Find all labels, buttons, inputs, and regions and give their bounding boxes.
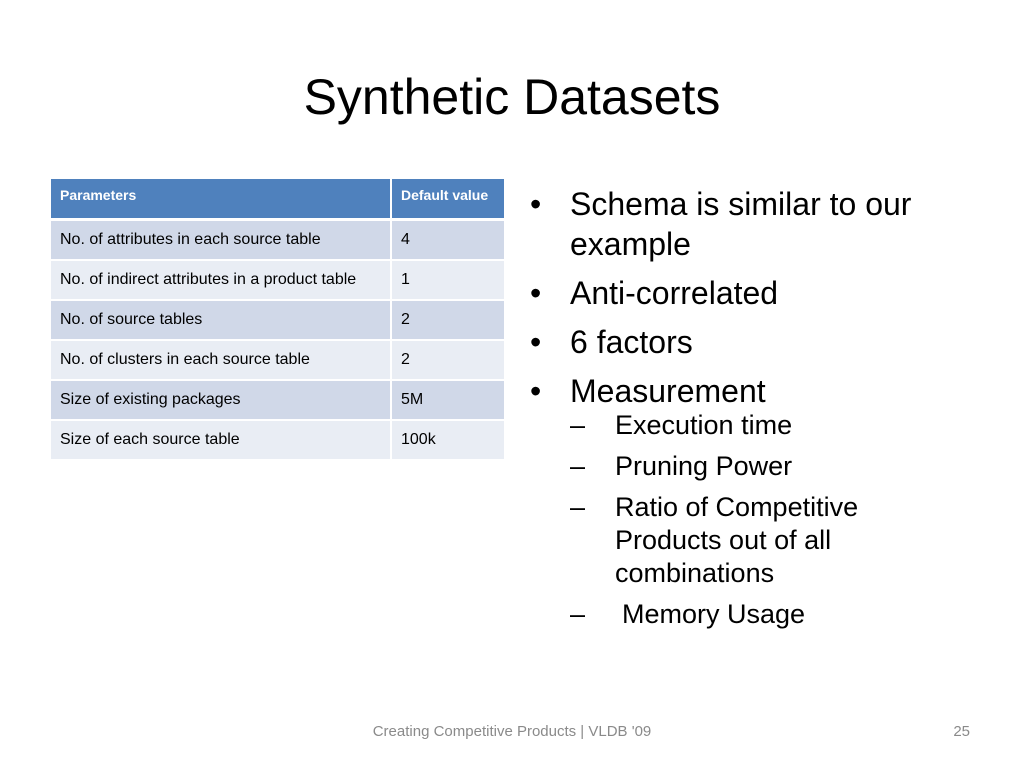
parameter-cell: No. of indirect attributes in a product table — [51, 260, 391, 300]
bullet-item — [530, 371, 970, 631]
table-row — [51, 380, 504, 420]
bullet-text: Anti-correlated — [570, 275, 779, 311]
dash-icon: – — [570, 599, 586, 629]
dash-icon: – — [570, 492, 586, 522]
slide-title: Synthetic Datasets — [303, 69, 721, 125]
table-row — [51, 260, 504, 300]
header-default-value: Default value — [391, 179, 504, 219]
bullet-item — [530, 273, 970, 313]
header-parameters: Parameters — [51, 179, 391, 219]
sub-bullet-text: Pruning Power — [615, 451, 793, 481]
table-row — [51, 340, 504, 380]
table-header-row — [51, 179, 504, 219]
parameter-cell: Size of each source table — [51, 420, 391, 460]
dash-icon: – — [570, 451, 586, 481]
value-cell: 4 — [391, 219, 504, 260]
bullet-dot-icon: • — [530, 186, 542, 222]
sub-bullet-text: Memory Usage — [622, 599, 806, 629]
parameters-table-container — [51, 179, 504, 461]
bullet-dot-icon: • — [530, 324, 542, 360]
sub-bullet-item — [570, 409, 970, 442]
bullet-text: Schema is similar to our example — [570, 186, 912, 262]
bullet-list — [530, 184, 970, 640]
parameters-table — [51, 179, 504, 461]
value-cell: 100k — [391, 420, 504, 460]
parameter-cell: Size of existing packages — [51, 380, 391, 420]
parameter-cell: No. of clusters in each source table — [51, 340, 391, 380]
table-row — [51, 219, 504, 260]
value-cell: 1 — [391, 260, 504, 300]
bullet-text: Measurement — [570, 373, 766, 409]
value-cell: 2 — [391, 340, 504, 380]
sub-bullet-item — [570, 491, 970, 590]
sub-bullet-item — [570, 450, 970, 483]
table-row — [51, 300, 504, 340]
parameter-cell: No. of attributes in each source table — [51, 219, 391, 260]
page-number: 25 — [953, 723, 970, 740]
dash-icon: – — [570, 410, 586, 440]
sub-bullet-text: Ratio of Competitive Products out of all combinations — [615, 492, 859, 588]
bullet-dot-icon: • — [530, 373, 542, 409]
bullet-item — [530, 322, 970, 362]
value-cell: 2 — [391, 300, 504, 340]
bullet-dot-icon: • — [530, 275, 542, 311]
bullet-text: 6 factors — [570, 324, 693, 360]
value-cell: 5M — [391, 380, 504, 420]
sub-bullet-text: Execution time — [615, 410, 793, 440]
sub-bullet-list — [570, 409, 970, 631]
sub-bullet-item — [570, 598, 970, 631]
bullet-item — [530, 184, 970, 264]
slide-footer: Creating Competitive Products | VLDB '09 — [372, 723, 652, 740]
table-row — [51, 420, 504, 460]
parameter-cell: No. of source tables — [51, 300, 391, 340]
